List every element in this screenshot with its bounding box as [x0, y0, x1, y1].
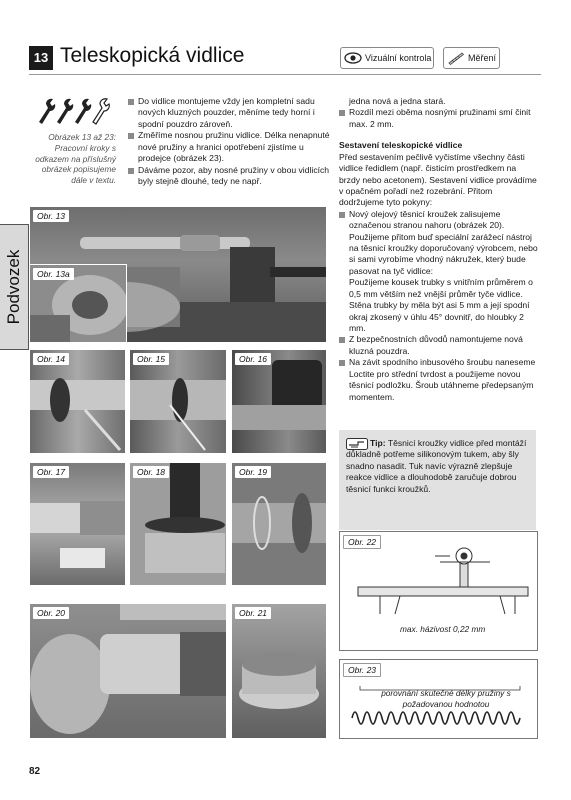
tip-label: Tip: — [370, 438, 386, 448]
header-rule — [29, 74, 541, 75]
page-number: 82 — [29, 766, 41, 777]
fork-tube-illustration — [30, 463, 125, 585]
tip-box — [339, 430, 536, 530]
figure-label: Obr. 18 — [133, 466, 169, 478]
wrench-difficulty-icon — [34, 96, 116, 126]
seal-removal-illustration — [30, 350, 125, 453]
list-item: Nový olejový těsnicí kroužek zalisujeme označenou stranou nahoru (obrázek 20). Použijeme přitom buď speciální zarážecí nástroj na těsnicí kroužky doporučovaný výrobcem, nebo si sami vyrobíme vhodný nákružek, který bude pasovat na tyč vidlice: — [339, 209, 539, 278]
measurement-label: Měření — [468, 53, 497, 63]
page-title: Teleskopická vidlice — [60, 44, 245, 67]
tip-text — [346, 438, 530, 495]
photo-seal-removal — [29, 349, 126, 454]
list-item: Do vidlice montujeme vždy jen kompletní sadu nových kluzných pouzder, měníme tedy horní i spodní pouzdro zároveň. — [128, 96, 334, 130]
photo-seal-installation — [29, 603, 227, 739]
list-item: Dáváme pozor, aby nosné pružiny v obou vidlicích byly stejně dlouhé, tedy ne např. — [128, 165, 334, 188]
photo-drill-tool — [231, 349, 327, 454]
seal-installation-illustration — [30, 604, 226, 738]
figure-label: Obr. 22 — [343, 535, 381, 549]
photo-fork-tube — [29, 462, 126, 586]
list-item: Rozdíl mezi oběma nosnými pružinami smí činit max. 2 mm. — [339, 107, 539, 130]
chapter-number: 13 — [29, 46, 53, 70]
bushing-illustration — [130, 463, 226, 585]
figure-label: Obr. 19 — [235, 466, 271, 478]
visual-inspection-label: Vizuální kontrola — [365, 53, 432, 63]
section-side-tab-label: Podvozek — [4, 249, 23, 325]
bushing-check-illustration — [232, 604, 326, 738]
list-item: Použijeme kousek trubky s vnitřním průměrem o 0,5 mm větším než vnější průměr tyče vidlice. Stěna trubky by měla být asi 5 mm a její spodní okraj zkosený v úhlu 45° dovnitř, do hloubky 2 mm. — [349, 277, 533, 334]
figure-label: Obr. 17 — [33, 466, 69, 478]
figure-label: Obr. 15 — [133, 353, 169, 365]
photo-slide-bushings — [231, 462, 327, 586]
figure-label: Obr. 20 — [33, 607, 69, 619]
figure-label: Obr. 14 — [33, 353, 69, 365]
continuation-text: jedna nová a jedna stará. — [349, 96, 446, 106]
figure-label: Obr. 13a — [33, 268, 74, 280]
measurement-badge — [443, 47, 500, 69]
middle-text-column — [128, 96, 334, 187]
caliper-icon — [447, 51, 465, 65]
runout-diagram — [339, 531, 538, 651]
photo-circlip — [129, 349, 227, 454]
spring-caption: porovnání skutečné délky pružiny s požadovanou hodnotou — [381, 688, 511, 709]
figure-label: Obr. 23 — [343, 663, 381, 677]
photo-inset-13a — [29, 264, 127, 343]
list-item: Změříme nosnou pružinu vidlice. Délka nenapnuté nové pružiny a hranici opotřebení zjistíme u prodejce (obrázek 23). — [128, 130, 334, 164]
list-item: Na závit spodního inbusového šroubu naneseme Loctite pro střední tvrdost a použijeme novou těsnicí podložku. Šroub utáhneme předepsaným momentem. — [339, 357, 539, 403]
figure-caption: Obrázek 13 až 23: Pracovní kroky s odkazem na příslušný obrázek popisujeme dále v textu. — [35, 132, 116, 186]
section-heading: Sestavení teleskopické vidlice — [339, 140, 463, 151]
right-text-column — [339, 96, 539, 403]
visual-inspection-badge — [340, 47, 434, 69]
runout-caption: max. házivost 0,22 mm — [400, 624, 486, 634]
spring-length-diagram — [339, 659, 538, 739]
tip-body: Těsnicí kroužky vidlice před montáží důkladně potřeme silikonovým tukem, aby šly snadno nasadit. Tuk navíc výrazně zlepšuje reakce vidlice a dlouhodobě zaručuje dobrou těsnicí funkci kroužků. — [346, 438, 527, 494]
section-side-tab — [0, 224, 29, 350]
slide-bushings-illustration — [232, 463, 326, 585]
eye-icon — [344, 52, 362, 64]
photo-bushing-check — [231, 603, 327, 739]
list-item: Z bezpečnostních důvodů namontujeme nová kluzná pouzdra. — [339, 334, 539, 357]
figure-label: Obr. 16 — [235, 353, 271, 365]
figure-label: Obr. 21 — [235, 607, 271, 619]
drill-illustration — [232, 350, 326, 453]
section-paragraph: Před sestavením pečlivě vyčistíme všechny části vidlice ředidlem (např. čisticím prostředkem na brzdy nebo acetonem). Sestavení vidlice provádíme v opačném pořadí než rozebrání. Přitom dodržujeme tyto pokyny: — [339, 151, 537, 208]
pointing-hand-icon — [346, 438, 368, 450]
photo-bushing — [129, 462, 227, 586]
spring-drawing — [340, 660, 537, 738]
figure-label: Obr. 13 — [33, 210, 69, 222]
circlip-illustration — [130, 350, 226, 453]
